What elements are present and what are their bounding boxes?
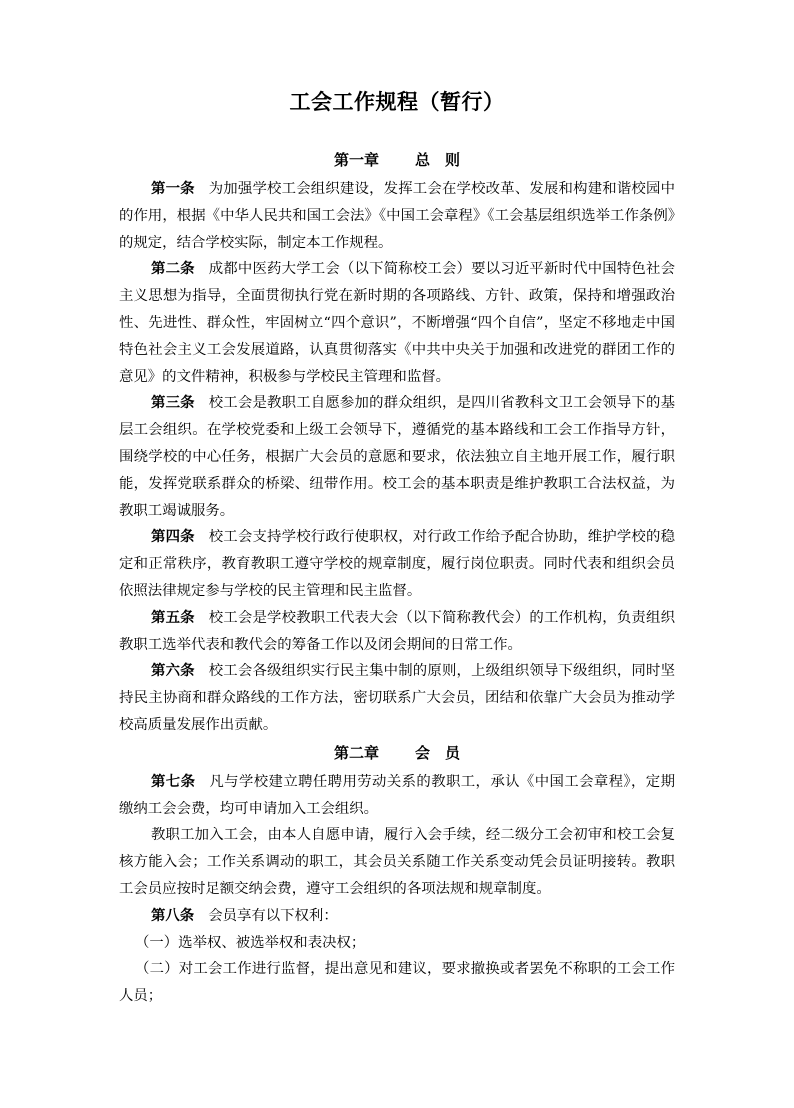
article-text: 校工会是教职工自愿参加的群众组织，是四川省教科文卫工会领导下的基层工会组织。在学校党委和上级工会领导下，遵循党的基本路线和工会工作指导方针，围绕学校的中心任务，根据广大会员的意愿和要求，依法独立自主地开展工作，履行职能，发挥党联系群众的桥梁、纽带作用。校工会的基本职责是维护教职工合法权益，为教职工竭诚服务。 (119, 395, 675, 519)
article-8 (119, 903, 675, 930)
chapter-number: 第一章 (333, 151, 379, 169)
article-1 (119, 176, 675, 256)
article-label: 第一条 (151, 180, 195, 197)
article-label: 第四条 (151, 528, 195, 546)
article-label: 第五条 (151, 608, 195, 626)
article-label: 第三条 (151, 394, 195, 412)
article-label: 第八条 (151, 906, 195, 924)
article-text: 校工会是学校教职工代表大会（以下简称教代会）的工作机构，负责组织教职工选举代表和教代会的筹备工作以及闭会期间的日常工作。 (119, 609, 675, 653)
article-label: 第七条 (151, 772, 196, 790)
article-8-item-1: （一）选举权、被选举权和表决权； (135, 934, 366, 951)
chapter-name: 总 则 (415, 151, 461, 169)
article-text: 成都中医药大学工会（以下简称校工会）要以习近平新时代中国特色社会主义思想为指导，全面贯彻执行党在新时期的各项路线、方针、政策，保持和增强政治性、先进性、群众性，牢固树立“四个意识”，不断增强“四个自信”，坚定不移地走中国特色社会主义工会发展道路，认真贯彻落实《中共中央关于加强和改进党的群团工作的意见》的文件精神，积极参与学校民主管理和监督。 (119, 261, 675, 385)
article-label: 第二条 (151, 260, 195, 278)
document-body (119, 146, 675, 1010)
article-7 (119, 769, 675, 823)
chapter-number: 第二章 (333, 743, 379, 762)
article-text: 校工会支持学校行政行使职权，对行政工作给予配合协助，维护学校的稳定和正常秩序，教育教职工遵守学校的规章制度，履行岗位职责。同时代表和组织会员依照法律规定参与学校的民主管理和民主监督。 (119, 529, 675, 599)
article-text: 会员享有以下权利： (208, 907, 338, 924)
article-8-item-2: （二）对工会工作进行监督，提出意见和建议，要求撤换或者罢免不称职的工会工作人员； (119, 961, 675, 1005)
article-3 (119, 390, 675, 524)
article-2 (119, 256, 675, 390)
article-text: 校工会各级组织实行民主集中制的原则，上级组织领导下级组织，同时坚持民主协商和群众路线的工作方法，密切联系广大会员，团结和依靠广大会员为推动学校高质量发展作出贡献。 (119, 663, 675, 733)
article-text: 为加强学校工会组织建设，发挥工会在学校改革、发展和构建和谐校园中的作用，根据《中华人民共和国工会法》《中国工会章程》《工会基层组织选举工作条例》的规定，结合学校实际，制定本工作规程。 (119, 181, 675, 251)
chapter-heading-1 (119, 146, 675, 174)
chapter-name: 会 员 (415, 743, 461, 762)
chapter-heading-2 (119, 739, 675, 767)
article-5 (119, 605, 675, 659)
document-title: 工会工作规程（暂行） (289, 89, 505, 114)
article-6 (119, 658, 675, 738)
article-label: 第六条 (151, 662, 195, 680)
article-text: 凡与学校建立聘任聘用劳动关系的教职工，承认《中国工会章程》，定期缴纳工会会费，均可申请加入工会组织。 (119, 773, 675, 817)
article-4 (119, 524, 675, 604)
article-7-paragraph-2: 教职工加入工会，由本人自愿申请，履行入会手续，经二级分工会初审和校工会复核方能入会；工作关系调动的职工，其会员关系随工作关系变动凭会员证明接转。教职工会员应按时足额交纳会费，遵守工会组织的各项法规和规章制度。 (119, 827, 675, 897)
